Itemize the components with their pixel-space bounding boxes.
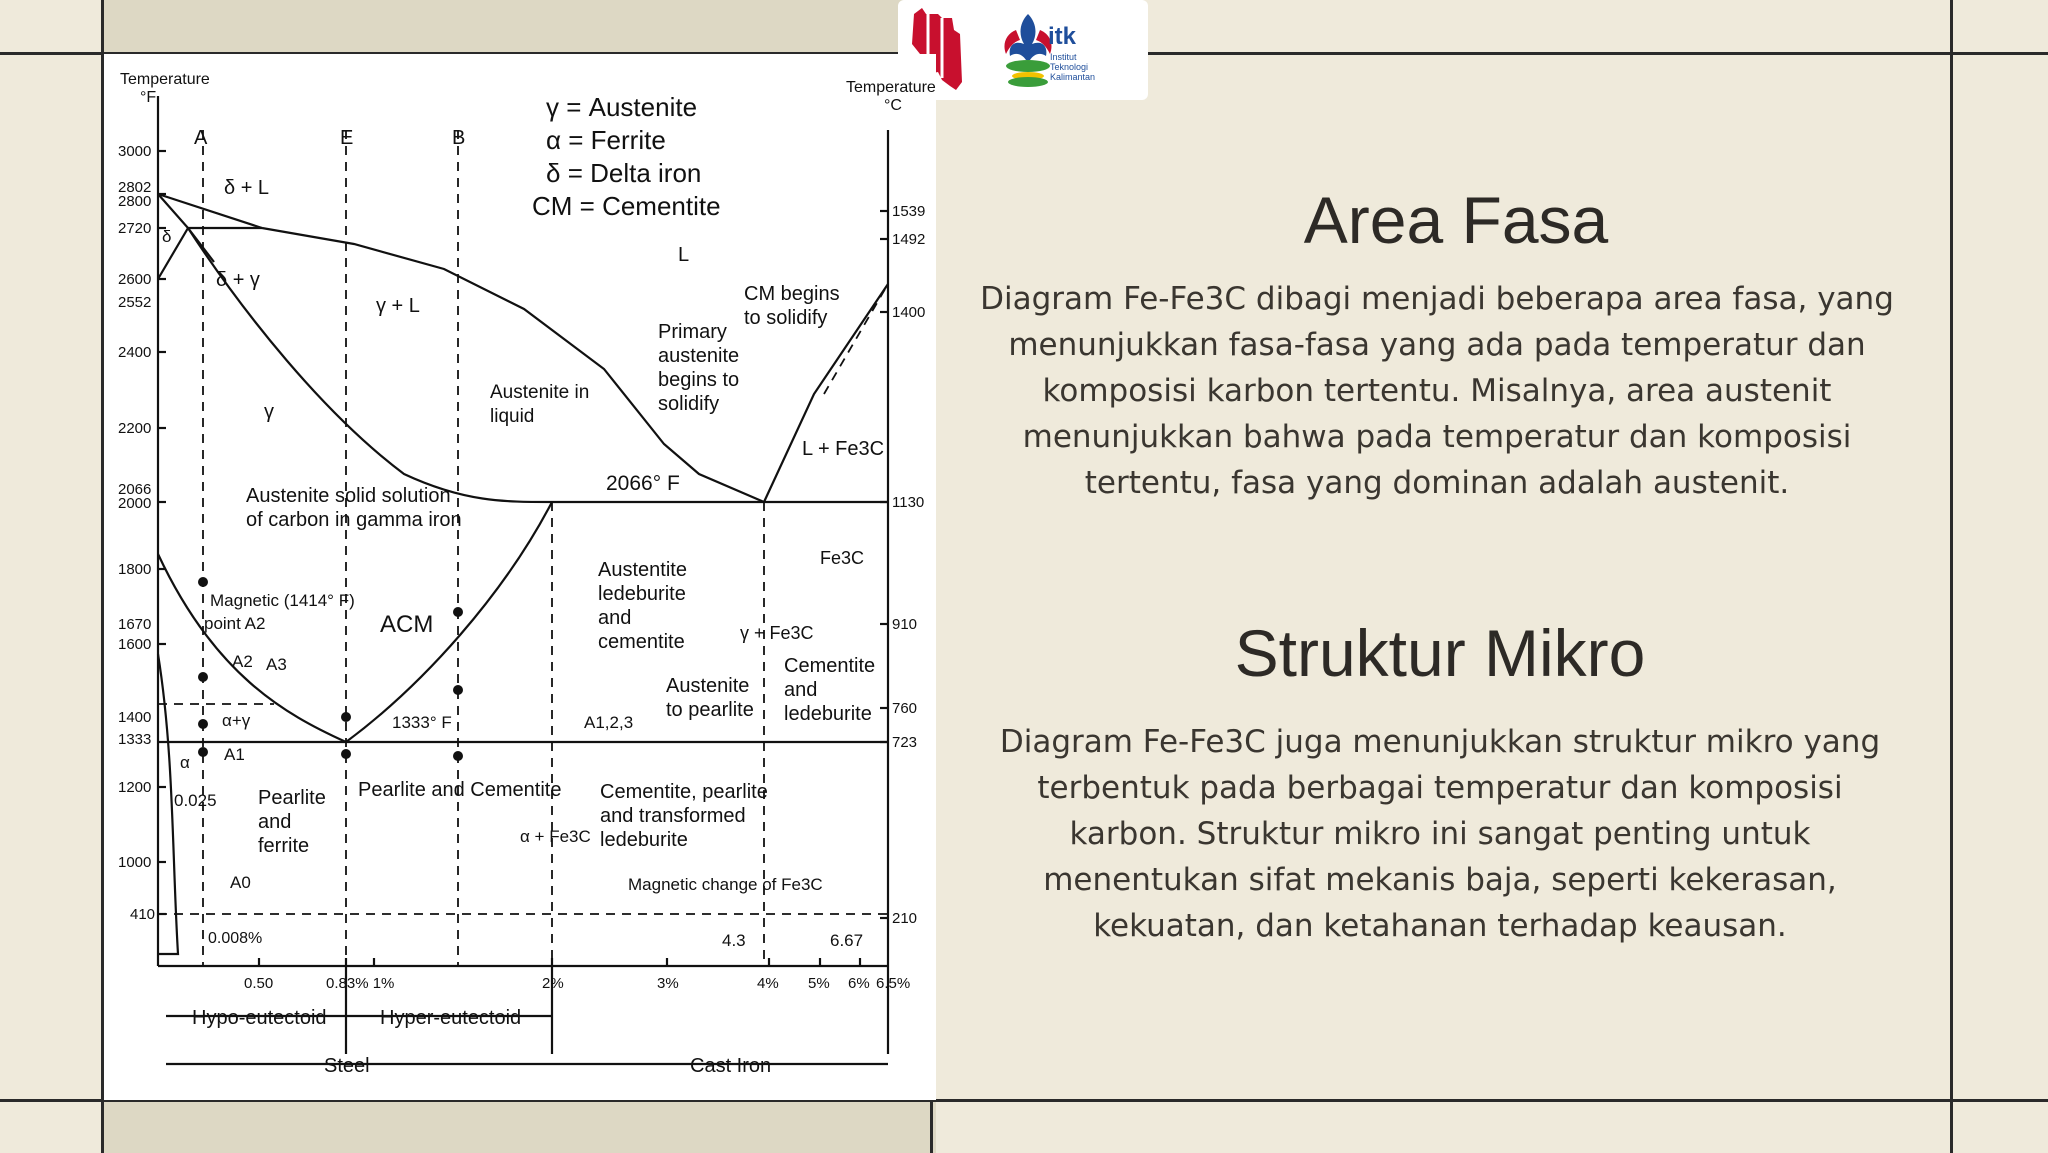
label-acm: ACM [380, 611, 434, 638]
label-pf-2: and [258, 811, 292, 833]
label-primary-3: begins to [658, 369, 740, 391]
label-cpt-3: ledeburite [600, 829, 688, 851]
bottom-beige-block [104, 1100, 936, 1153]
c-tick-910: 910 [892, 616, 918, 633]
grid-line-right [1950, 0, 1953, 1153]
label-hyper: Hyper-eutectoid [380, 1007, 522, 1029]
x-tick-4: 4% [757, 975, 779, 992]
phase-diagram-svg [104, 54, 936, 1100]
bottom-ticks [259, 958, 860, 966]
top-beige-block [104, 0, 936, 54]
label-c0008: 0.008% [208, 930, 263, 947]
label-cm-begins-2: to solidify [744, 307, 828, 329]
y-label-left: Temperature [120, 71, 210, 88]
label-primary-4: solidify [658, 393, 720, 415]
label-steel: Steel [324, 1055, 370, 1077]
label-magnetic-2: point A2 [204, 614, 266, 633]
label-cpt-2: and transformed [600, 805, 746, 827]
label-pf-1: Pearlite [258, 787, 326, 809]
label-a123: A1,2,3 [584, 713, 634, 732]
f-tick-2400: 2400 [118, 344, 152, 361]
label-led-3: and [598, 607, 632, 629]
legend-3: δ = Delta iron [546, 158, 702, 188]
label-alpha: α [180, 753, 190, 772]
label-primary-1: Primary [658, 321, 727, 343]
c-tick-210: 210 [892, 910, 918, 927]
x-tick-083: 0.83% 1% [326, 975, 395, 992]
fe-fe3c-phase-diagram [104, 54, 936, 1100]
x-tick-65: 6.5% [876, 975, 911, 992]
label-alpha-fe3c: α + Fe3C [520, 827, 591, 846]
c-tick-1400: 1400 [892, 304, 926, 321]
f-tick-2000: 2000 [118, 495, 152, 512]
logo-line1: Institut [1050, 52, 1077, 62]
label-primary-2: austenite [658, 345, 740, 367]
label-c0025: 0.025 [174, 791, 217, 810]
label-t2066: 2066° F [606, 472, 680, 495]
y-label-right: Temperature [846, 79, 936, 96]
label-led-4: cementite [598, 631, 685, 653]
label-alpha-gamma: α+γ [222, 711, 251, 730]
c-tick-1130: 1130 [892, 494, 925, 511]
f-tick-2066: 2066 [118, 481, 152, 498]
label-delta-l: δ + L [224, 177, 270, 199]
label-castiron: Cast Iron [690, 1055, 772, 1077]
label-aus-liq-2: liquid [490, 406, 535, 427]
label-gamma: γ [264, 401, 274, 423]
itk-emblem-icon [1004, 14, 1051, 87]
section-body-struktur-mikro: Diagram Fe-Fe3C juga menunjukkan struktur mikro yang terbentuk pada berbagai temperatur dan komposisi karbon. Struktur mikro ini sangat penting untuk menentukan sifat mekanis baja, seperti kekerasan, kekuatan, dan ketahanan terhadap keausan. [999, 724, 1881, 944]
label-gamma-fe3c: γ + Fe3C [740, 623, 814, 643]
f-tick-410: 410 [130, 906, 156, 923]
f-tick-1400: 1400 [118, 709, 152, 726]
label-a0: A0 [230, 873, 251, 892]
label-l-fe3c: L + Fe3C [802, 438, 885, 460]
label-aus-pearl-2: to pearlite [666, 699, 754, 721]
label-a2: A2 [232, 652, 253, 671]
section-body-area-fasa: Diagram Fe-Fe3C dibagi menjadi beberapa area fasa, yang menunjukkan fasa-fasa yang ada pada temperatur dan komposisi karbon tertentu. Misalnya, area austenit menunjukkan bahwa pada temperatur dan komposisi tertentu, fasa yang dominan adalah austenit. [980, 281, 1894, 501]
label-pc: Pearlite and Cementite [358, 779, 562, 801]
f-tick-1670: 1670 [118, 616, 152, 633]
f-tick-2802: 2802 [118, 179, 152, 196]
label-a1: A1 [224, 745, 245, 764]
x-tick-3: 3% [657, 975, 679, 992]
x-tick-5: 5% [808, 975, 830, 992]
label-cem-led-1: Cementite [784, 655, 876, 677]
label-solid-2: of carbon in gamma iron [246, 509, 462, 531]
label-aus-pearl-1: Austenite [666, 675, 750, 697]
legend-4: CM = Cementite [532, 191, 721, 221]
f-tick-1333: 1333 [118, 731, 152, 748]
label-a3: A3 [266, 655, 287, 674]
label-hypo: Hypo-eutectoid [192, 1007, 327, 1029]
f-tick-2552: 2552 [118, 294, 152, 311]
grid-line-mid-bottom [930, 1100, 933, 1153]
label-cem-led-3: ledeburite [784, 703, 872, 725]
label-led-1: Austentite [598, 559, 687, 581]
vline-label-a: A [194, 127, 208, 149]
x-tick-6: 6% [848, 975, 870, 992]
section-title-area-fasa: Area Fasa [1303, 183, 1609, 257]
y-unit-right: °C [884, 97, 902, 114]
legend-2: α = Ferrite [546, 125, 666, 155]
vline-label-b: B [452, 127, 466, 149]
label-magchange: Magnetic change of Fe3C [628, 875, 823, 894]
x-tick-2: 2% [542, 975, 564, 992]
label-cpt-1: Cementite, pearlite [600, 781, 768, 803]
label-led-2: ledeburite [598, 583, 686, 605]
f-tick-3000: 3000 [118, 143, 152, 160]
f-tick-1000: 1000 [118, 854, 152, 871]
c-tick-1539: 1539 [892, 203, 926, 220]
label-solid-1: Austenite solid solution [246, 485, 451, 507]
right-ticks [880, 211, 888, 918]
label-magnetic-1: Magnetic (1414° F) [210, 591, 355, 610]
x-tick-050: 0.50 [244, 975, 274, 992]
f-tick-1800: 1800 [118, 561, 152, 578]
label-fe3c: Fe3C [820, 548, 865, 568]
label-pf-3: ferrite [258, 835, 310, 857]
f-tick-2720: 2720 [118, 220, 152, 237]
label-aus-liq-1: Austenite in [490, 382, 590, 403]
logo-line3: Kalimantan [1050, 72, 1096, 82]
label-c667: 6.67 [830, 931, 864, 950]
logo-line2: Teknologi [1050, 62, 1089, 72]
label-delta: δ [162, 227, 172, 246]
label-c43: 4.3 [722, 931, 746, 950]
f-tick-2800: 2800 [118, 193, 152, 210]
acm-line [346, 502, 552, 742]
delta-gamma-line [188, 228, 214, 262]
logo-brand: itk [1048, 23, 1077, 50]
label-t1333: 1333° F [392, 713, 452, 732]
legend-1: γ = Austenite [546, 92, 698, 122]
label-gamma-l: γ + L [376, 295, 420, 317]
c-tick-1492: 1492 [892, 231, 926, 248]
label-cm-begins-1: CM begins [744, 283, 840, 305]
label-cem-led-2: and [784, 679, 818, 701]
a3-line [158, 554, 346, 742]
vline-label-e: E [340, 127, 354, 149]
y-unit-left: °F [140, 89, 157, 106]
f-tick-1200: 1200 [118, 779, 152, 796]
label-liquid: L [678, 244, 690, 266]
f-tick-1600: 1600 [118, 636, 152, 653]
section-title-struktur-mikro: Struktur Mikro [1234, 616, 1646, 690]
f-tick-2600: 2600 [118, 271, 152, 288]
c-tick-760: 760 [892, 700, 918, 717]
f-tick-2200: 2200 [118, 420, 152, 437]
label-delta-gamma: δ + γ [216, 269, 260, 291]
c-tick-723: 723 [892, 734, 918, 751]
